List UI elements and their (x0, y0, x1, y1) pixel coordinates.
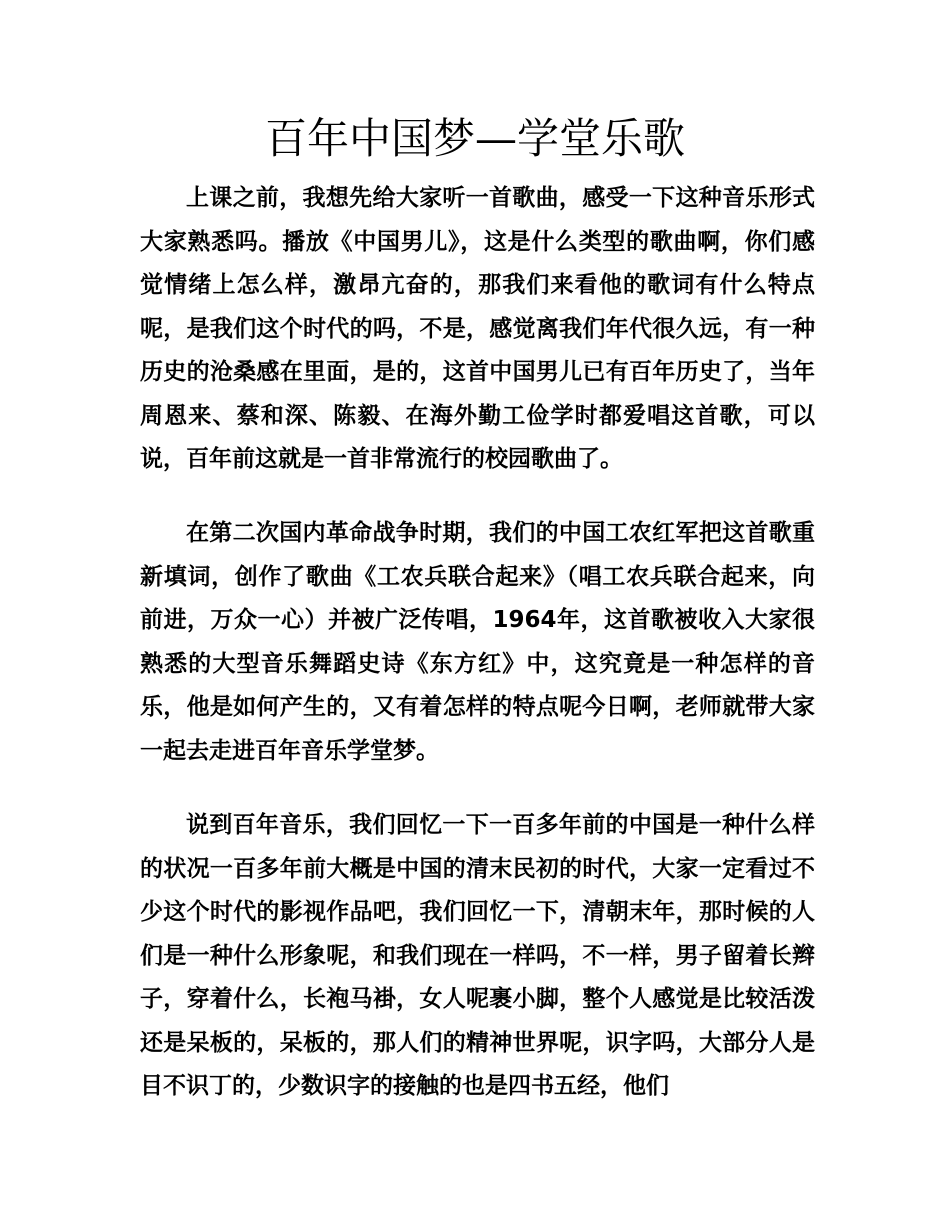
document-title: 百年中国梦—学堂乐歌 (264, 114, 685, 163)
paragraph-2: 在第二次国内革命战争时期，我们的中国工农红军把这首歌重新填词，创作了歌曲《工农兵联合起来》（唱工农兵联合起来，向前进，万众一心）并被广泛传唱，1964年，这首歌被收入大家很熟悉的大型音乐舞蹈史诗《东方红》中，这究竟是一种怎样的音乐，他是如何产生的，又有着怎样的特点呢今日啊，老师就带大家一起去走进百年音乐学堂梦。 (140, 520, 815, 764)
paragraph-1: 上课之前，我想先给大家听一首歌曲，感受一下这种音乐形式大家熟悉吗。播放《中国男儿》，这是什么类型的歌曲啊，你们感觉情绪上怎么样，激昂亢奋的，那我们来看他的歌词有什么特点呢，是我们这个时代的吗，不是，感觉离我们年代很久远，有一种历史的沧桑感在里面，是的，这首中国男儿已有百年历史了，当年周恩来、蔡和深、陈毅、在海外勤工俭学时都爱唱这首歌，可以说，百年前这就是一首非常流行的校园歌曲了。 (140, 185, 815, 472)
paragraph-3: 说到百年音乐，我们回忆一下一百多年前的中国是一种什么样的状况一百多年前大概是中国的清末民初的时代，大家一定看过不少这个时代的影视作品吧，我们回忆一下，清朝末年，那时候的人们是一种什么形象呢，和我们现在一样吗，不一样，男子留着长辫子，穿着什么，长袍马褂，女人呢裹小脚，整个人感觉是比较活泼还是呆板的，呆板的，那人们的精神世界呢，识字吗，大部分人是目不识丁的，少数识字的接触的也是四书五经，他们 (140, 812, 815, 1099)
